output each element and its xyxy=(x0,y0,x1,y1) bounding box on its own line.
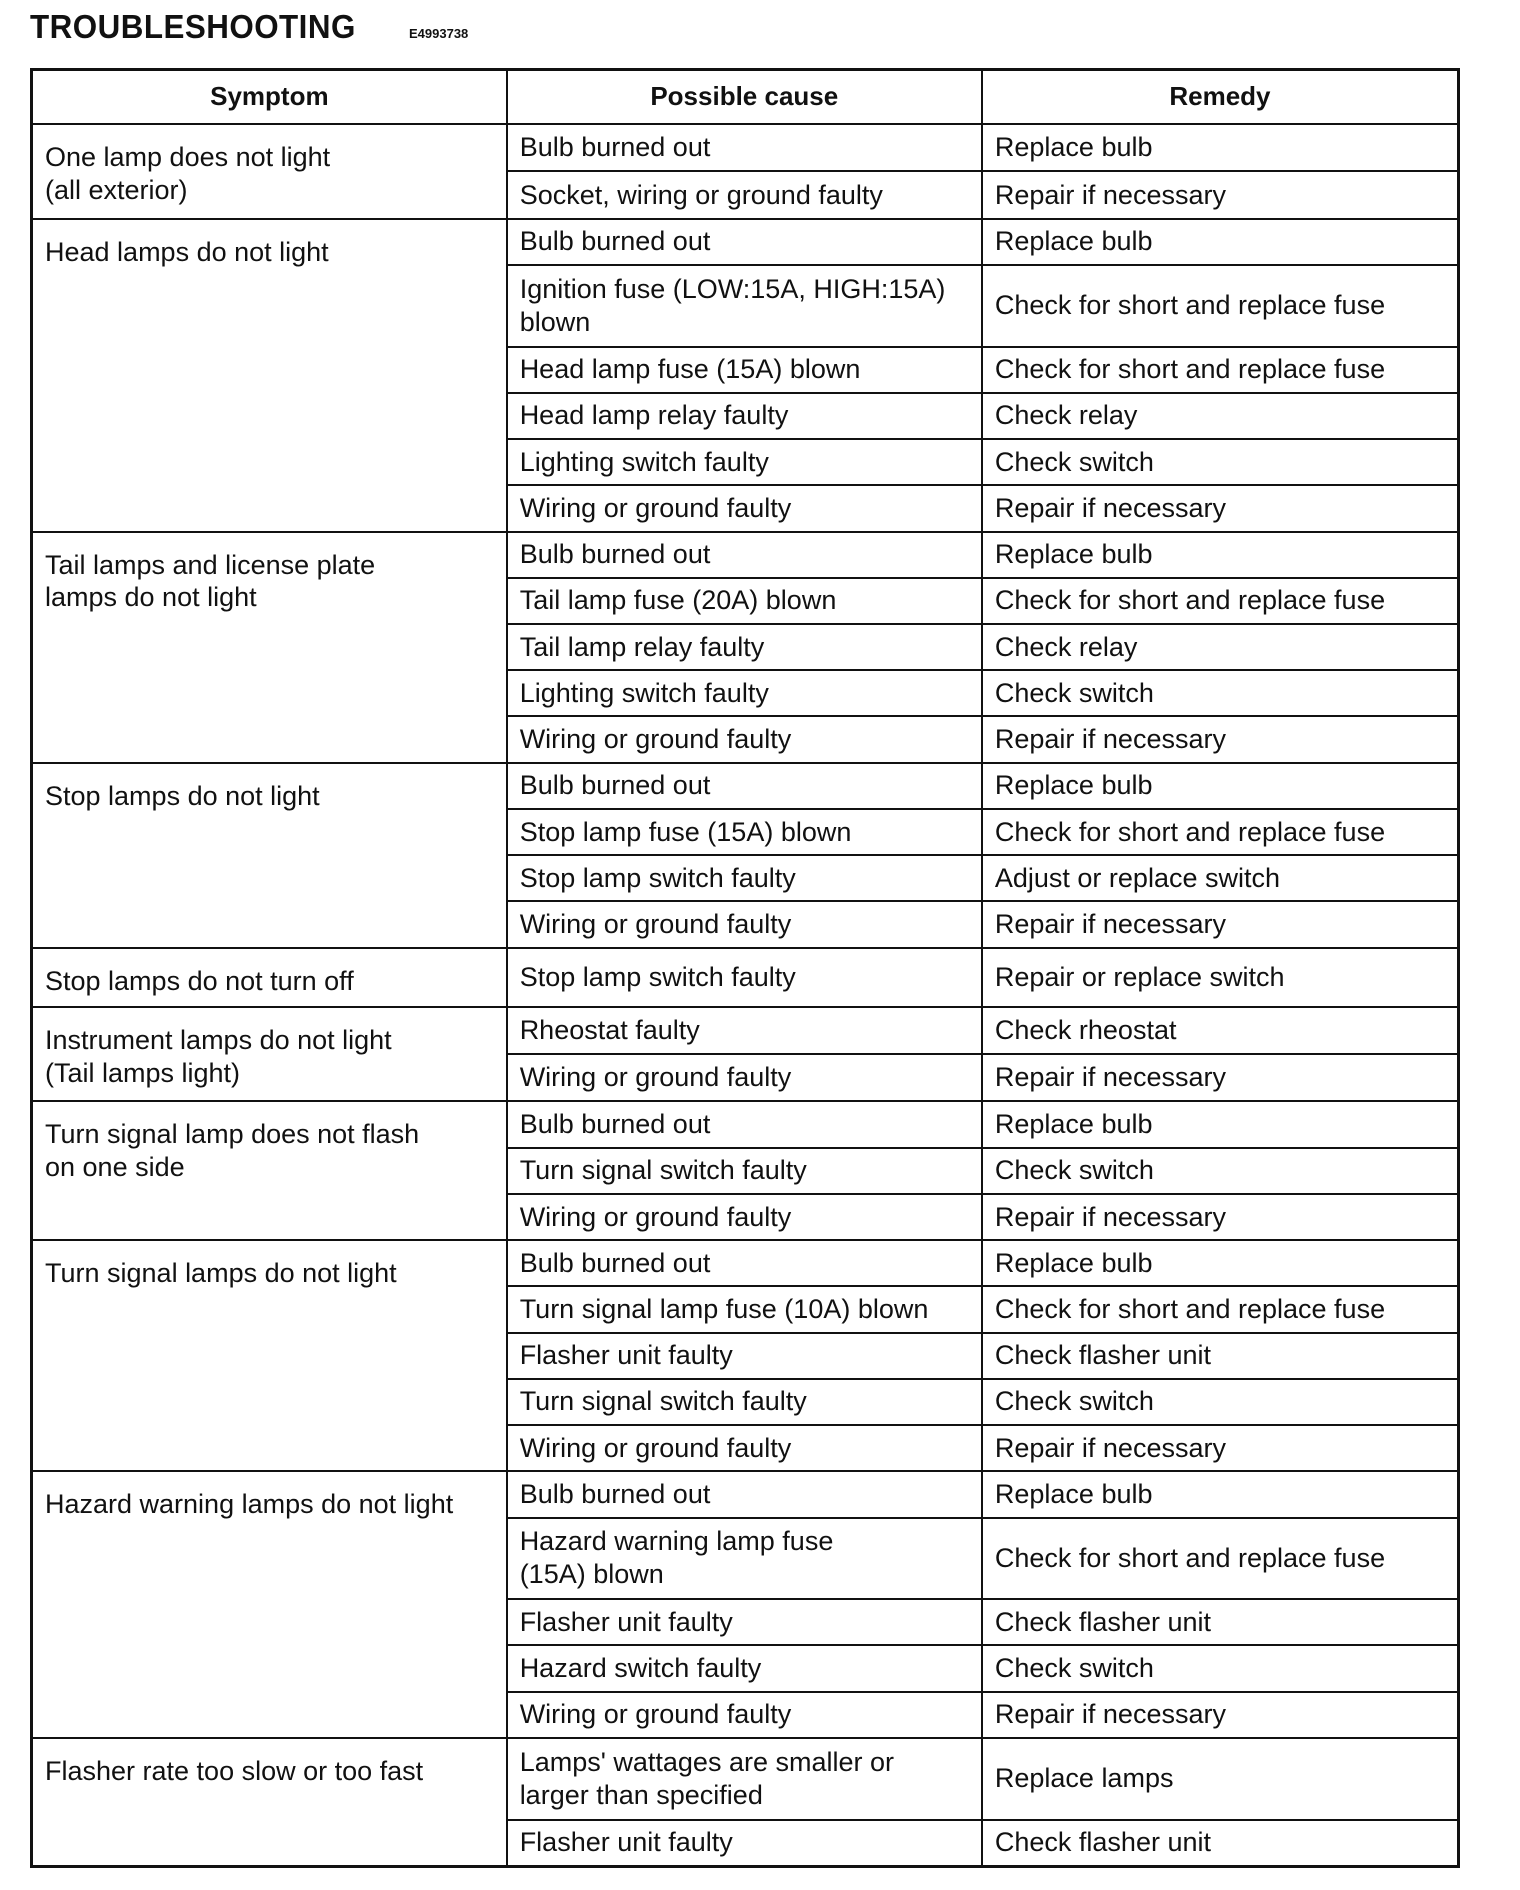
cause-cell: Bulb burned out xyxy=(507,532,982,578)
cause-cell: Stop lamp fuse (15A) blown xyxy=(507,809,982,855)
remedy-cell: Replace lamps xyxy=(982,1738,1459,1820)
table-body xyxy=(32,124,1459,1867)
cause-cell: Bulb burned out xyxy=(507,124,982,171)
cause-cell: Bulb burned out xyxy=(507,763,982,809)
remedy-cell: Replace bulb xyxy=(982,532,1459,578)
page-title: TROUBLESHOOTING xyxy=(30,8,356,45)
document-code: E4993738 xyxy=(409,26,469,41)
cause-cell: Hazard warning lamp fuse (15A) blown xyxy=(507,1518,982,1600)
cause-cell: Tail lamp relay faulty xyxy=(507,624,982,670)
table-row xyxy=(32,948,1459,1007)
remedy-cell: Repair if necessary xyxy=(982,171,1459,218)
remedy-cell: Repair if necessary xyxy=(982,901,1459,947)
symptom-cell: One lamp does not light (all exterior) xyxy=(32,124,507,219)
table-header-row xyxy=(32,70,1459,125)
cause-cell: Hazard switch faulty xyxy=(507,1645,982,1691)
remedy-cell: Check flasher unit xyxy=(982,1333,1459,1379)
table-row xyxy=(32,1007,1459,1054)
remedy-cell: Check for short and replace fuse xyxy=(982,265,1459,347)
remedy-cell: Replace bulb xyxy=(982,1101,1459,1147)
remedy-cell: Check relay xyxy=(982,624,1459,670)
cause-cell: Stop lamp switch faulty xyxy=(507,948,982,1007)
cause-cell: Wiring or ground faulty xyxy=(507,485,982,531)
troubleshooting-table xyxy=(30,68,1460,1868)
column-header-symptom: Symptom xyxy=(32,70,507,125)
symptom-cell: Turn signal lamps do not light xyxy=(32,1240,507,1471)
remedy-cell: Adjust or replace switch xyxy=(982,855,1459,901)
cause-cell: Rheostat faulty xyxy=(507,1007,982,1054)
cause-cell: Flasher unit faulty xyxy=(507,1820,982,1867)
remedy-cell: Check switch xyxy=(982,1148,1459,1194)
remedy-cell: Repair if necessary xyxy=(982,1425,1459,1471)
remedy-cell: Replace bulb xyxy=(982,124,1459,171)
remedy-cell: Check switch xyxy=(982,1379,1459,1425)
remedy-cell: Check for short and replace fuse xyxy=(982,578,1459,624)
remedy-cell: Repair if necessary xyxy=(982,1054,1459,1101)
remedy-cell: Check switch xyxy=(982,1645,1459,1691)
remedy-cell: Check for short and replace fuse xyxy=(982,347,1459,393)
remedy-cell: Check flasher unit xyxy=(982,1820,1459,1867)
cause-cell: Lamps' wattages are smaller or larger than specified xyxy=(507,1738,982,1820)
remedy-cell: Repair if necessary xyxy=(982,485,1459,531)
remedy-cell: Check for short and replace fuse xyxy=(982,1286,1459,1332)
cause-cell: Ignition fuse (LOW:15A, HIGH:15A) blown xyxy=(507,265,982,347)
remedy-cell: Replace bulb xyxy=(982,763,1459,809)
table-row xyxy=(32,763,1459,809)
remedy-cell: Check switch xyxy=(982,670,1459,716)
table-row xyxy=(32,532,1459,578)
cause-cell: Turn signal switch faulty xyxy=(507,1379,982,1425)
symptom-cell: Flasher rate too slow or too fast xyxy=(32,1738,507,1867)
cause-cell: Tail lamp fuse (20A) blown xyxy=(507,578,982,624)
remedy-cell: Repair if necessary xyxy=(982,1692,1459,1738)
remedy-cell: Repair if necessary xyxy=(982,716,1459,762)
cause-cell: Turn signal lamp fuse (10A) blown xyxy=(507,1286,982,1332)
remedy-cell: Replace bulb xyxy=(982,1471,1459,1517)
symptom-cell: Hazard warning lamps do not light xyxy=(32,1471,507,1738)
remedy-cell: Repair if necessary xyxy=(982,1194,1459,1240)
table-row xyxy=(32,1101,1459,1147)
column-header-remedy: Remedy xyxy=(982,70,1459,125)
remedy-cell: Check switch xyxy=(982,439,1459,485)
remedy-cell: Check rheostat xyxy=(982,1007,1459,1054)
cause-cell: Wiring or ground faulty xyxy=(507,1054,982,1101)
cause-cell: Bulb burned out xyxy=(507,1471,982,1517)
cause-cell: Lighting switch faulty xyxy=(507,670,982,716)
symptom-cell: Head lamps do not light xyxy=(32,219,507,532)
cause-cell: Wiring or ground faulty xyxy=(507,1194,982,1240)
cause-cell: Head lamp fuse (15A) blown xyxy=(507,347,982,393)
remedy-cell: Check relay xyxy=(982,393,1459,439)
remedy-cell: Check flasher unit xyxy=(982,1599,1459,1645)
cause-cell: Wiring or ground faulty xyxy=(507,1692,982,1738)
cause-cell: Bulb burned out xyxy=(507,219,982,265)
cause-cell: Head lamp relay faulty xyxy=(507,393,982,439)
cause-cell: Socket, wiring or ground faulty xyxy=(507,171,982,218)
cause-cell: Wiring or ground faulty xyxy=(507,901,982,947)
cause-cell: Bulb burned out xyxy=(507,1240,982,1286)
symptom-cell: Turn signal lamp does not flash on one side xyxy=(32,1101,507,1240)
table-row xyxy=(32,1240,1459,1286)
cause-cell: Flasher unit faulty xyxy=(507,1599,982,1645)
symptom-cell: Stop lamps do not turn off xyxy=(32,948,507,1007)
remedy-cell: Repair or replace switch xyxy=(982,948,1459,1007)
column-header-possible-cause: Possible cause xyxy=(507,70,982,125)
cause-cell: Stop lamp switch faulty xyxy=(507,855,982,901)
symptom-cell: Tail lamps and license plate lamps do not light xyxy=(32,532,507,763)
cause-cell: Wiring or ground faulty xyxy=(507,716,982,762)
cause-cell: Flasher unit faulty xyxy=(507,1333,982,1379)
table-row xyxy=(32,1471,1459,1517)
remedy-cell: Check for short and replace fuse xyxy=(982,809,1459,855)
table-row xyxy=(32,124,1459,171)
symptom-cell: Instrument lamps do not light (Tail lamps light) xyxy=(32,1007,507,1102)
remedy-cell: Replace bulb xyxy=(982,219,1459,265)
symptom-cell: Stop lamps do not light xyxy=(32,763,507,948)
page-header xyxy=(30,8,468,48)
cause-cell: Wiring or ground faulty xyxy=(507,1425,982,1471)
remedy-cell: Replace bulb xyxy=(982,1240,1459,1286)
remedy-cell: Check for short and replace fuse xyxy=(982,1518,1459,1600)
cause-cell: Bulb burned out xyxy=(507,1101,982,1147)
table-row xyxy=(32,1738,1459,1820)
table-row xyxy=(32,219,1459,265)
cause-cell: Turn signal switch faulty xyxy=(507,1148,982,1194)
cause-cell: Lighting switch faulty xyxy=(507,439,982,485)
